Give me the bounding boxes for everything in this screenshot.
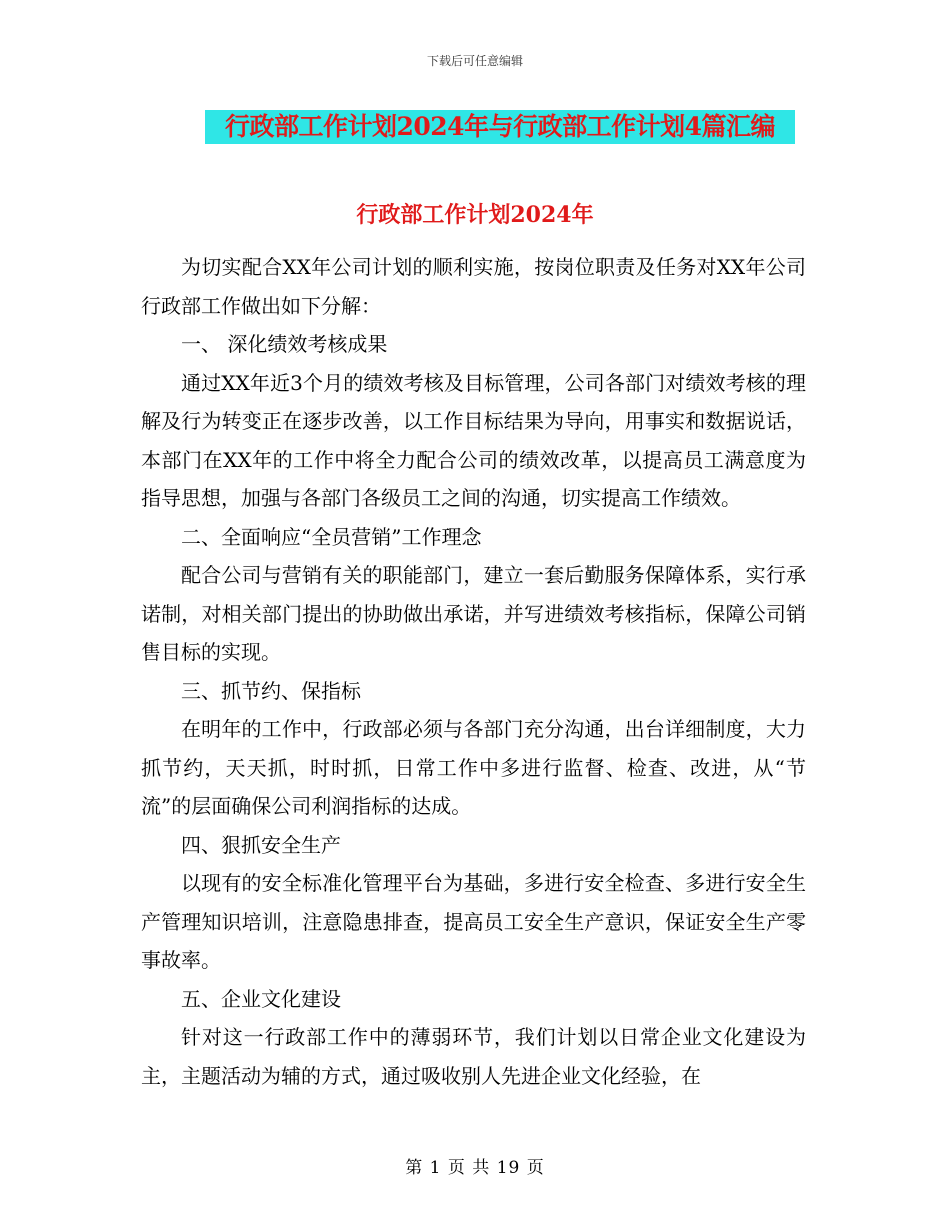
section-heading: 五、企业文化建设 <box>181 986 341 1011</box>
paragraph: 以现有的安全标准化管理平台为基础，多进行安全检查、多进行安全生产管理知识培训，注意隐患排查，提高员工安全生产意识，保证安全生产零事故率。 <box>141 871 806 972</box>
document-body <box>141 218 806 1095</box>
paragraph: 通过XX年近3个月的绩效考核及目标管理，公司各部门对绩效考核的理解及行为转变正在逐步改善，以工作目标结果为导向，用事实和数据说话，本部门在XX年的工作中将全力配合公司的绩效改革，以提高员工满意度为指导思想，加强与各部门各级员工之间的沟通，切实提高工作绩效。 <box>141 370 806 510</box>
page-number: 第 1 页 共 19 页 <box>405 1158 545 1178</box>
paragraph: 在明年的工作中，行政部必须与各部门充分沟通，出台详细制度，大力抓节约，天天抓，时时抓，日常工作中多进行监督、检查、改进，从“节流”的层面确保公司利润指标的达成。 <box>141 717 806 818</box>
paragraph: 配合公司与营销有关的职能部门，建立一套后勤服务保障体系，实行承诺制，对相关部门提出的协助做出承诺，并写进绩效考核指标，保障公司销售目标的实现。 <box>141 563 806 664</box>
paragraph: 针对这一行政部工作中的薄弱环节，我们计划以日常企业文化建设为主，主题活动为辅的方式，通过吸收别人先进企业文化经验，在 <box>141 1025 806 1088</box>
paragraph: 为切实配合XX年公司计划的顺利实施，按岗位职责及任务对XX年公司行政部工作做出如下分解： <box>141 255 806 318</box>
header-note: 下载后可任意编辑 <box>426 54 523 68</box>
document-title: 行政部工作计划2024年与行政部工作计划4篇汇编 <box>225 112 775 141</box>
section-heading: 三、抓节约、保指标 <box>181 678 361 703</box>
section-heading: 四、狠抓安全生产 <box>181 832 341 857</box>
section-title: 行政部工作计划2024年 <box>356 202 594 228</box>
section-heading: 二、全面响应“全员营销”工作理念 <box>181 524 482 549</box>
section-heading: 一、 深化绩效考核成果 <box>181 332 388 356</box>
